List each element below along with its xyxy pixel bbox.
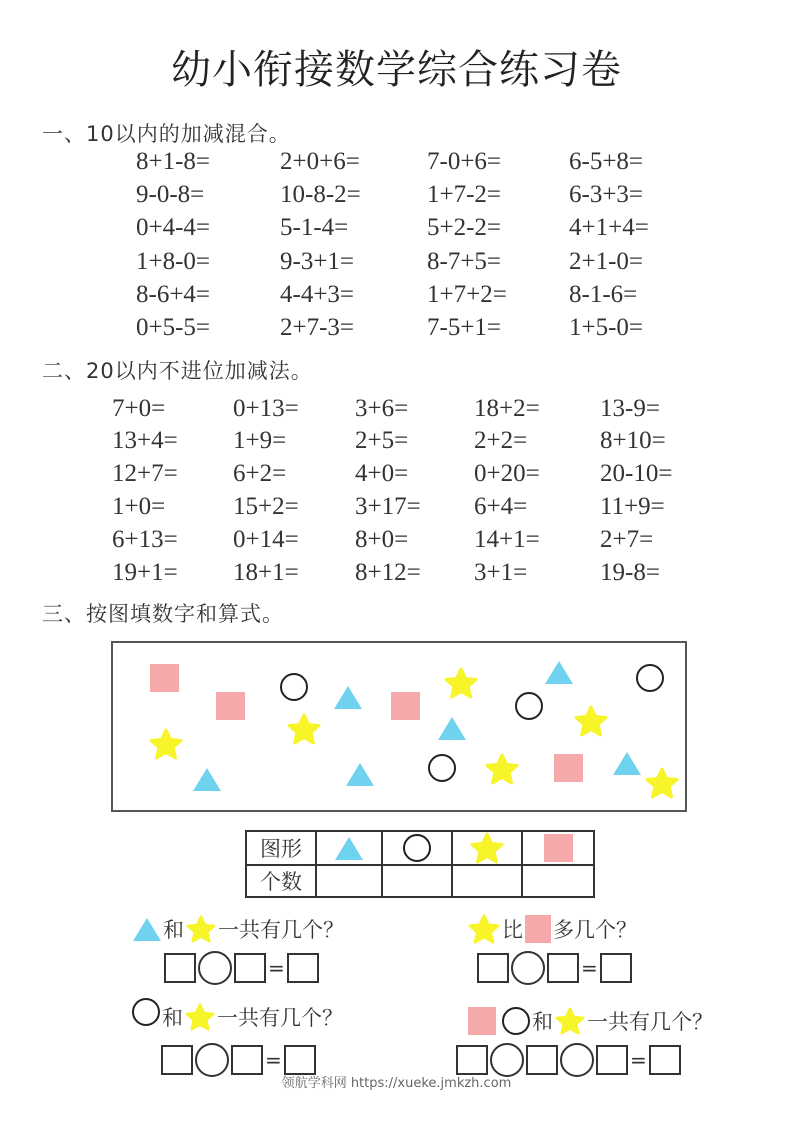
answer-box[interactable] bbox=[596, 1045, 628, 1075]
problem: 8-1-6= bbox=[569, 281, 638, 308]
answer-box[interactable] bbox=[287, 953, 319, 983]
operator-circle[interactable] bbox=[198, 951, 232, 985]
problem: 2+7-3= bbox=[280, 314, 355, 341]
watermark-text: 领航学科网 https://xueke.jmkzh.com bbox=[281, 1076, 512, 1091]
circle-icon bbox=[502, 1007, 530, 1035]
problem: 18+2= bbox=[474, 395, 540, 422]
problem: 7-0+6= bbox=[427, 148, 502, 175]
answer-box[interactable] bbox=[231, 1045, 263, 1075]
question-text: 多几个？ bbox=[553, 918, 637, 942]
problem: 6-5+8= bbox=[569, 148, 644, 175]
operator-circle[interactable] bbox=[511, 951, 545, 985]
problem: 2+1-0= bbox=[569, 248, 644, 275]
square-shape bbox=[554, 754, 583, 782]
problem: 12+7= bbox=[112, 460, 178, 487]
problem: 15+2= bbox=[233, 493, 299, 520]
star-shape bbox=[287, 713, 321, 745]
problem: 7+0= bbox=[112, 395, 166, 422]
problem: 2+0+6= bbox=[280, 148, 360, 175]
question-2 bbox=[468, 914, 639, 944]
triangle-shape bbox=[438, 717, 466, 740]
square-icon bbox=[544, 834, 573, 862]
question-3 bbox=[132, 1002, 345, 1032]
square-count-cell[interactable] bbox=[522, 865, 594, 897]
problem: 2+2= bbox=[474, 427, 528, 454]
problem: 1+7+2= bbox=[427, 281, 507, 308]
problem: 7-5+1= bbox=[427, 314, 502, 341]
square-icon bbox=[468, 1007, 496, 1035]
triangle-shape bbox=[334, 686, 362, 709]
problem: 3+1= bbox=[474, 559, 528, 586]
problem: 8+10= bbox=[600, 427, 666, 454]
answer-box[interactable] bbox=[456, 1045, 488, 1075]
answer-box[interactable] bbox=[284, 1045, 316, 1075]
answer-box[interactable] bbox=[234, 953, 266, 983]
problem: 5-1-4= bbox=[280, 214, 349, 241]
problem: 4+0= bbox=[355, 460, 409, 487]
problem: 0+20= bbox=[474, 460, 540, 487]
problem: 6+2= bbox=[233, 460, 287, 487]
shape-row bbox=[246, 831, 594, 865]
problem: 18+1= bbox=[233, 559, 299, 586]
circle-icon bbox=[132, 998, 160, 1026]
problem: 8+1-8= bbox=[136, 148, 211, 175]
answer-box[interactable] bbox=[600, 953, 632, 983]
problem: 13+4= bbox=[112, 427, 178, 454]
problem: 9-0-8= bbox=[136, 181, 205, 208]
problem: 8-7+5= bbox=[427, 248, 502, 275]
problem: 8+0= bbox=[355, 526, 409, 553]
answer-box[interactable] bbox=[161, 1045, 193, 1075]
count-row bbox=[246, 865, 594, 897]
section2-heading: 二、20以内不进位加减法。 bbox=[42, 359, 313, 383]
page-title: 幼小衔接数学综合练习卷 bbox=[171, 47, 622, 93]
problem: 1+5-0= bbox=[569, 314, 644, 341]
problem: 0+5-5= bbox=[136, 314, 211, 341]
problem: 0+13= bbox=[233, 395, 299, 422]
section1-heading: 一、10以内的加减混合。 bbox=[42, 122, 291, 146]
equation-2 bbox=[477, 951, 632, 985]
problem: 14+1= bbox=[474, 526, 540, 553]
problem: 5+2-2= bbox=[427, 214, 502, 241]
star-shape bbox=[574, 705, 608, 737]
answer-box[interactable] bbox=[526, 1045, 558, 1075]
question-text: 比 bbox=[502, 918, 523, 942]
star-icon bbox=[185, 1003, 215, 1031]
equals-sign: = bbox=[630, 1048, 647, 1072]
star-icon bbox=[555, 1007, 585, 1035]
square-shape bbox=[391, 692, 420, 720]
answer-box[interactable] bbox=[547, 953, 579, 983]
problem: 4-4+3= bbox=[280, 281, 355, 308]
question-text: 一共有几个？ bbox=[218, 918, 344, 942]
question-text: 一共有几个？ bbox=[587, 1010, 713, 1034]
circle-count-cell[interactable] bbox=[382, 865, 452, 897]
star-count-cell[interactable] bbox=[452, 865, 522, 897]
problem: 3+17= bbox=[355, 493, 421, 520]
square-shape bbox=[216, 692, 245, 720]
problem: 1+9= bbox=[233, 427, 287, 454]
problem: 8-6+4= bbox=[136, 281, 211, 308]
shape-count-table bbox=[245, 830, 595, 898]
equation-1 bbox=[164, 951, 319, 985]
problem: 0+4-4= bbox=[136, 214, 211, 241]
problem: 8+12= bbox=[355, 559, 421, 586]
problem: 0+14= bbox=[233, 526, 299, 553]
triangle-shape bbox=[613, 752, 641, 775]
shape-row-label: 图形 bbox=[246, 831, 316, 865]
question-4 bbox=[468, 1006, 715, 1036]
problem: 13-9= bbox=[600, 395, 660, 422]
answer-box[interactable] bbox=[649, 1045, 681, 1075]
circle-icon bbox=[403, 834, 431, 862]
equals-sign: = bbox=[265, 1048, 282, 1072]
problem: 4+1+4= bbox=[569, 214, 649, 241]
triangle-count-cell[interactable] bbox=[316, 865, 382, 897]
circle-shape bbox=[280, 673, 308, 701]
square-icon bbox=[525, 915, 551, 943]
star-shape bbox=[149, 728, 183, 760]
shapes-picture bbox=[111, 641, 687, 812]
triangle-icon bbox=[335, 837, 363, 860]
square-shape bbox=[150, 664, 179, 692]
problem: 19-8= bbox=[600, 559, 660, 586]
problem: 19+1= bbox=[112, 559, 178, 586]
problem: 6-3+3= bbox=[569, 181, 644, 208]
problem: 2+5= bbox=[355, 427, 409, 454]
star-shape bbox=[444, 667, 478, 699]
problem: 6+13= bbox=[112, 526, 178, 553]
star-shape bbox=[485, 753, 519, 785]
count-row-label: 个数 bbox=[246, 865, 316, 897]
problem: 11+9= bbox=[600, 493, 665, 520]
circle-shape bbox=[636, 664, 664, 692]
question-text: 和 bbox=[532, 1010, 553, 1034]
problem: 1+7-2= bbox=[427, 181, 502, 208]
equals-sign: = bbox=[268, 956, 285, 980]
equals-sign: = bbox=[581, 956, 598, 980]
circle-shape bbox=[515, 692, 543, 720]
question-text: 和 bbox=[163, 918, 184, 942]
problem: 3+6= bbox=[355, 395, 409, 422]
question-text: 一共有几个？ bbox=[217, 1006, 343, 1030]
problem: 2+7= bbox=[600, 526, 654, 553]
answer-box[interactable] bbox=[164, 953, 196, 983]
triangle-icon bbox=[133, 918, 161, 941]
star-icon bbox=[186, 915, 216, 943]
circle-shape bbox=[428, 754, 456, 782]
problem: 1+8-0= bbox=[136, 248, 211, 275]
triangle-shape bbox=[346, 763, 374, 786]
problem: 9-3+1= bbox=[280, 248, 355, 275]
answer-box[interactable] bbox=[477, 953, 509, 983]
star-shape bbox=[645, 767, 679, 799]
problem: 6+4= bbox=[474, 493, 528, 520]
section3-heading: 三、按图填数字和算式。 bbox=[42, 602, 284, 626]
star-icon bbox=[468, 914, 500, 944]
triangle-shape bbox=[545, 661, 573, 684]
question-text: 和 bbox=[162, 1006, 183, 1030]
problem: 10-8-2= bbox=[280, 181, 361, 208]
problem: 1+0= bbox=[112, 493, 166, 520]
problem: 20-10= bbox=[600, 460, 673, 487]
question-1 bbox=[133, 914, 346, 944]
star-icon bbox=[470, 832, 504, 864]
triangle-shape bbox=[193, 768, 221, 791]
